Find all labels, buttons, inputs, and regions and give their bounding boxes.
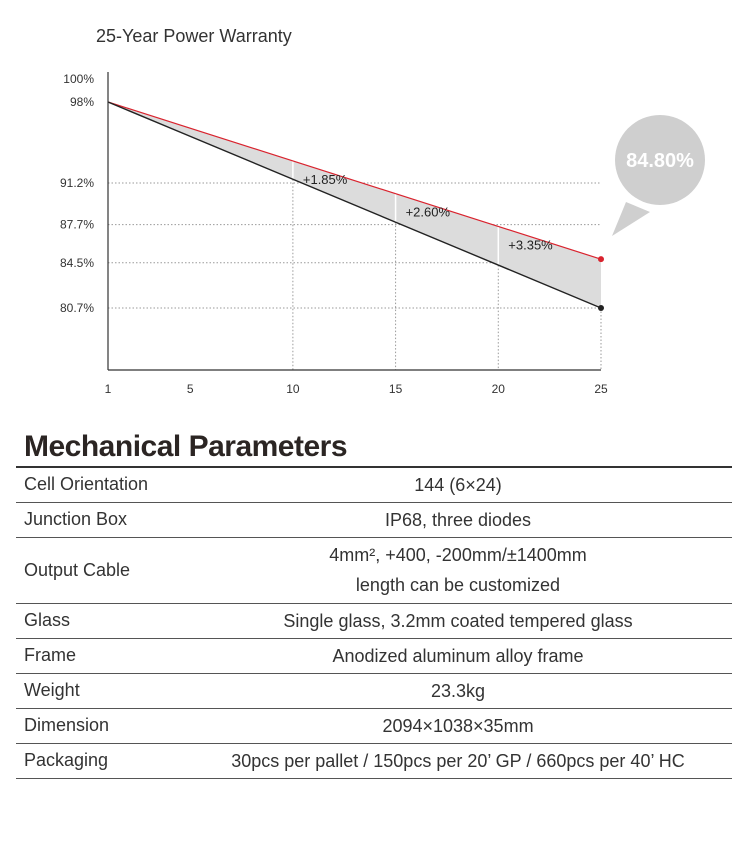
table-row [16,467,732,502]
table-row [16,502,732,537]
y-tick-label: 87.7% [59,217,94,232]
chart-callout [612,115,705,236]
row-value: 30pcs per pallet / 150pcs per 20’ GP / 660pcs per 40’ HC [231,750,685,771]
row-value: IP68, three diodes [384,509,532,530]
row-value [224,537,732,603]
y-tick-label: 91.2% [59,175,94,190]
x-tick-label: 25 [594,382,608,396]
annotation-label: +3.35% [508,237,553,253]
row-value: 23.3kg [430,680,486,701]
table-row [16,537,732,603]
section-title: Mechanical Parameters [24,430,348,463]
annotation-label: +2.60% [405,204,451,220]
chart-title: 25-Year Power Warranty [96,26,292,46]
y-tick-label: 98% [69,95,94,109]
row-label: Junction Box [24,509,128,529]
series-point-end-bottom [598,305,604,311]
row-label: Frame [24,645,77,665]
row-label: Cell Orientation [24,474,149,495]
x-tick-label: 15 [388,382,403,396]
row-label: Weight [24,680,80,700]
x-tick-label: 5 [186,382,194,396]
row-value: Single glass, 3.2mm coated tempered glass [283,610,633,631]
y-tick-label: 84.5% [59,255,94,270]
table-row [16,743,732,778]
table-row [16,673,732,708]
chart-axes [108,72,601,370]
row-value: 2094×1038×35mm [382,715,534,736]
row-value: 144 (6×24) [414,474,502,495]
callout-label: 84.80% [626,150,694,172]
x-tick-label: 10 [286,382,300,396]
warranty-chart [0,0,750,420]
series-point-end-top [598,256,604,262]
row-label: Packaging [24,750,109,770]
chart-annotations [303,172,553,252]
row-value-line: length can be customized [355,575,561,595]
series-line-bottom [108,102,601,308]
y-tick-label: 80.7% [59,301,94,315]
chart-x-ticks [105,382,608,396]
series-line-top [108,102,601,259]
x-tick-label: 1 [104,382,112,396]
chart-y-ticks [60,72,94,315]
chart-lines [108,102,604,311]
row-label: Dimension [24,715,110,735]
table-row [16,603,732,638]
row-label: Glass [24,610,71,630]
table-row [16,638,732,673]
callout-pointer [612,202,650,236]
y-tick-label: 100% [63,72,94,86]
row-value: Anodized aluminum alloy frame [332,645,584,666]
row-label: Output Cable [24,559,131,580]
annotation-label: +1.85% [302,171,348,187]
x-tick-label: 20 [491,382,505,396]
row-value-line: 4mm², +400, -200mm/±1400mm [329,545,587,565]
table-row [16,708,732,743]
mechanical-parameters-table [16,466,732,779]
